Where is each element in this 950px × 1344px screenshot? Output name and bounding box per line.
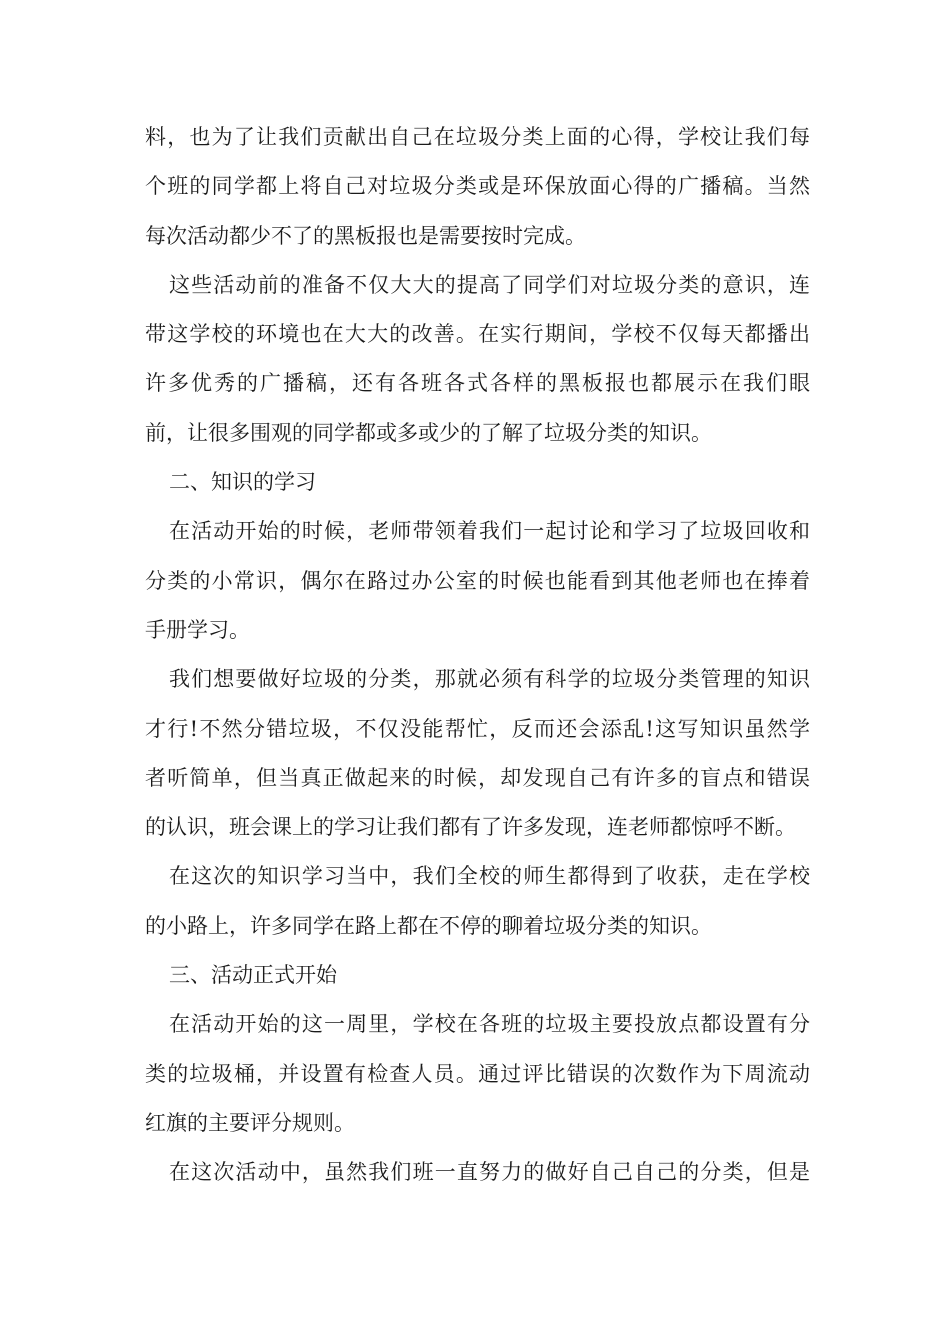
section-heading: 二、知识的学习 (169, 470, 316, 495)
text-line: 分类的小常识，偶尔在路过办公室的时候也能看到其他老师也在捧着 (145, 568, 810, 593)
paragraph-first-line: 在活动开始的时候，老师带领着我们一起讨论和学习了垃圾回收和 (169, 519, 810, 544)
text-line: 许多优秀的广播稿，还有各班各式各样的黑板报也都展示在我们眼 (145, 371, 810, 396)
section-heading: 三、活动正式开始 (169, 963, 337, 988)
paragraph-first-line: 在活动开始的这一周里，学校在各班的垃圾主要投放点都设置有分 (169, 1012, 810, 1037)
text-line: 手册学习。 (145, 617, 250, 642)
document-body (145, 113, 810, 1198)
paragraph-first-line: 我们想要做好垃圾的分类，那就必须有科学的垃圾分类管理的知识 (169, 667, 810, 692)
text-line: 每次活动都少不了的黑板报也是需要按时完成。 (145, 223, 586, 248)
text-line: 红旗的主要评分规则。 (145, 1110, 355, 1135)
text-line: 个班的同学都上将自己对垃圾分类或是环保放面心得的广播稿。当然 (145, 174, 810, 199)
text-line: 前，让很多围观的同学都或多或少的了解了垃圾分类的知识。 (145, 420, 712, 445)
paragraph-first-line: 在这次活动中，虽然我们班一直努力的做好自己自己的分类，但是 (169, 1160, 810, 1185)
paragraph-first-line: 在这次的知识学习当中，我们全校的师生都得到了收获，走在学校 (169, 864, 810, 889)
text-line: 才行!不然分错垃圾，不仅没能帮忙，反而还会添乱!这写知识虽然学 (145, 716, 810, 741)
text-line: 类的垃圾桶，并设置有检查人员。通过评比错误的次数作为下周流动 (145, 1061, 810, 1086)
text-line: 者听简单，但当真正做起来的时候，却发现自己有许多的盲点和错误 (145, 765, 810, 790)
text-line: 的认识，班会课上的学习让我们都有了许多发现，连老师都惊呼不断。 (145, 815, 796, 840)
text-line: 料，也为了让我们贡献出自己在垃圾分类上面的心得，学校让我们每 (145, 125, 810, 149)
text-line: 带这学校的环境也在大大的改善。在实行期间，学校不仅每天都播出 (145, 322, 810, 347)
paragraph-first-line: 这些活动前的准备不仅大大的提高了同学们对垃圾分类的意识，连 (169, 272, 810, 297)
text-line: 的小路上，许多同学在路上都在不停的聊着垃圾分类的知识。 (145, 913, 712, 938)
